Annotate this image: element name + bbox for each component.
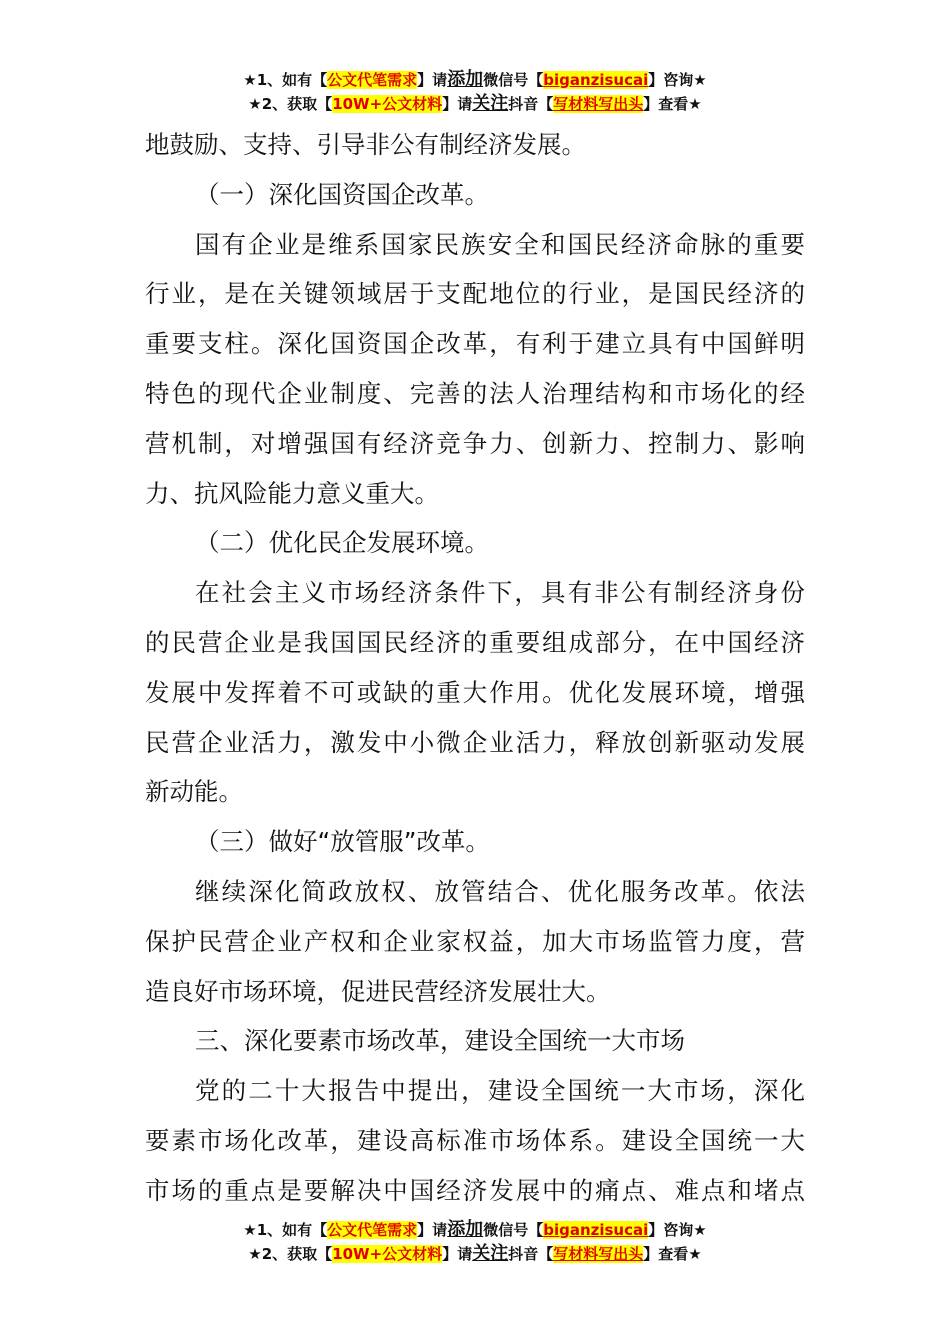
wechat-id-link[interactable]: biganzisucai xyxy=(543,71,649,89)
wechat-id-link[interactable]: biganzisucai xyxy=(543,1221,649,1239)
header-banner xyxy=(0,68,950,116)
emphasis-text: 关注 xyxy=(472,1243,509,1264)
text-line: 地鼓励、支持、引导非公有制经济发展。 xyxy=(145,130,586,159)
text-line: 民营企业活力，激发中小微企业活力，释放创新驱动发展 xyxy=(145,727,805,757)
text-line: 力、抗风险能力意义重大。 xyxy=(145,478,439,508)
text-line: 行业，是在关键领域居于支配地位的行业，是国民经济的 xyxy=(145,279,805,309)
banner-text: 】查看★ xyxy=(643,1245,702,1263)
banner-text: 】查看★ xyxy=(643,95,702,113)
text-line: 新动能。 xyxy=(145,777,243,807)
highlight-text: 公文代笔需求 xyxy=(327,1221,418,1239)
text-line: 继续深化简政放权、放管结合、优化服务改革。依法 xyxy=(195,876,805,906)
douyin-account-link[interactable]: 写材料写出头 xyxy=(553,1245,644,1263)
highlight-text: 公文代笔需求 xyxy=(327,71,418,89)
text-line: 的民营企业是我国国民经济的重要组成部分，在中国经济 xyxy=(145,627,805,657)
banner-text: 】咨询★ xyxy=(648,71,707,89)
banner-row-1 xyxy=(0,68,950,92)
banner-text: ★2、获取【 xyxy=(248,95,333,113)
banner-text: 】请 xyxy=(417,1221,448,1239)
text-line: 发展中发挥着不可或缺的重大作用。优化发展环境，增强 xyxy=(145,677,805,707)
banner-text: 】请 xyxy=(442,1245,473,1263)
banner-text: 】咨询★ xyxy=(648,1221,707,1239)
text-line: 党的二十大报告中提出，建设全国统一大市场，深化 xyxy=(195,1076,805,1106)
banner-text: 微信号【 xyxy=(483,71,544,89)
banner-text: 抖音【 xyxy=(508,95,554,113)
highlight-text: 10W+公文材料 xyxy=(332,1245,443,1263)
banner-row-2 xyxy=(0,1242,950,1266)
footer-banner xyxy=(0,1218,950,1266)
text-line: 市场的重点是要解决中国经济发展中的痛点、难点和堵点 xyxy=(145,1175,805,1205)
text-line: （三）做好“放管服”改革。 xyxy=(195,827,490,857)
text-line: （一）深化国资国企改革。 xyxy=(195,179,489,209)
emphasis-text: 关注 xyxy=(472,93,509,114)
document-body xyxy=(145,128,805,1224)
banner-text: ★2、获取【 xyxy=(248,1245,333,1263)
text-line: 三、深化要素市场改革，建设全国统一大市场 xyxy=(195,1026,685,1056)
douyin-account-link[interactable]: 写材料写出头 xyxy=(553,95,644,113)
text-line: 在社会主义市场经济条件下，具有非公有制经济身份 xyxy=(195,578,805,608)
text-line: 要素市场化改革，建设高标准市场体系。建设全国统一大 xyxy=(145,1125,805,1155)
highlight-text: 10W+公文材料 xyxy=(332,95,443,113)
banner-text: 】请 xyxy=(417,71,448,89)
banner-text: 微信号【 xyxy=(483,1221,544,1239)
banner-text: 抖音【 xyxy=(508,1245,554,1263)
banner-text: ★1、如有【 xyxy=(243,71,328,89)
text-line: 造良好市场环境，促进民营经济发展壮大。 xyxy=(145,976,611,1006)
banner-text: ★1、如有【 xyxy=(243,1221,328,1239)
banner-text: 】请 xyxy=(442,95,473,113)
banner-row-1 xyxy=(0,1218,950,1242)
banner-row-2 xyxy=(0,92,950,116)
text-line: 国有企业是维系国家民族安全和国民经济命脉的重要 xyxy=(195,229,805,259)
text-line: 特色的现代企业制度、完善的法人治理结构和市场化的经 xyxy=(145,378,805,408)
emphasis-text: 添加 xyxy=(447,1219,484,1240)
text-line: 营机制，对增强国有经济竞争力、创新力、控制力、影响 xyxy=(145,428,805,458)
text-line: 重要支柱。深化国资国企改革，有利于建立具有中国鲜明 xyxy=(145,329,805,359)
text-line: 保护民营企业产权和企业家权益，加大市场监管力度，营 xyxy=(145,926,805,956)
emphasis-text: 添加 xyxy=(447,69,484,90)
text-line: （二）优化民企发展环境。 xyxy=(195,528,489,558)
